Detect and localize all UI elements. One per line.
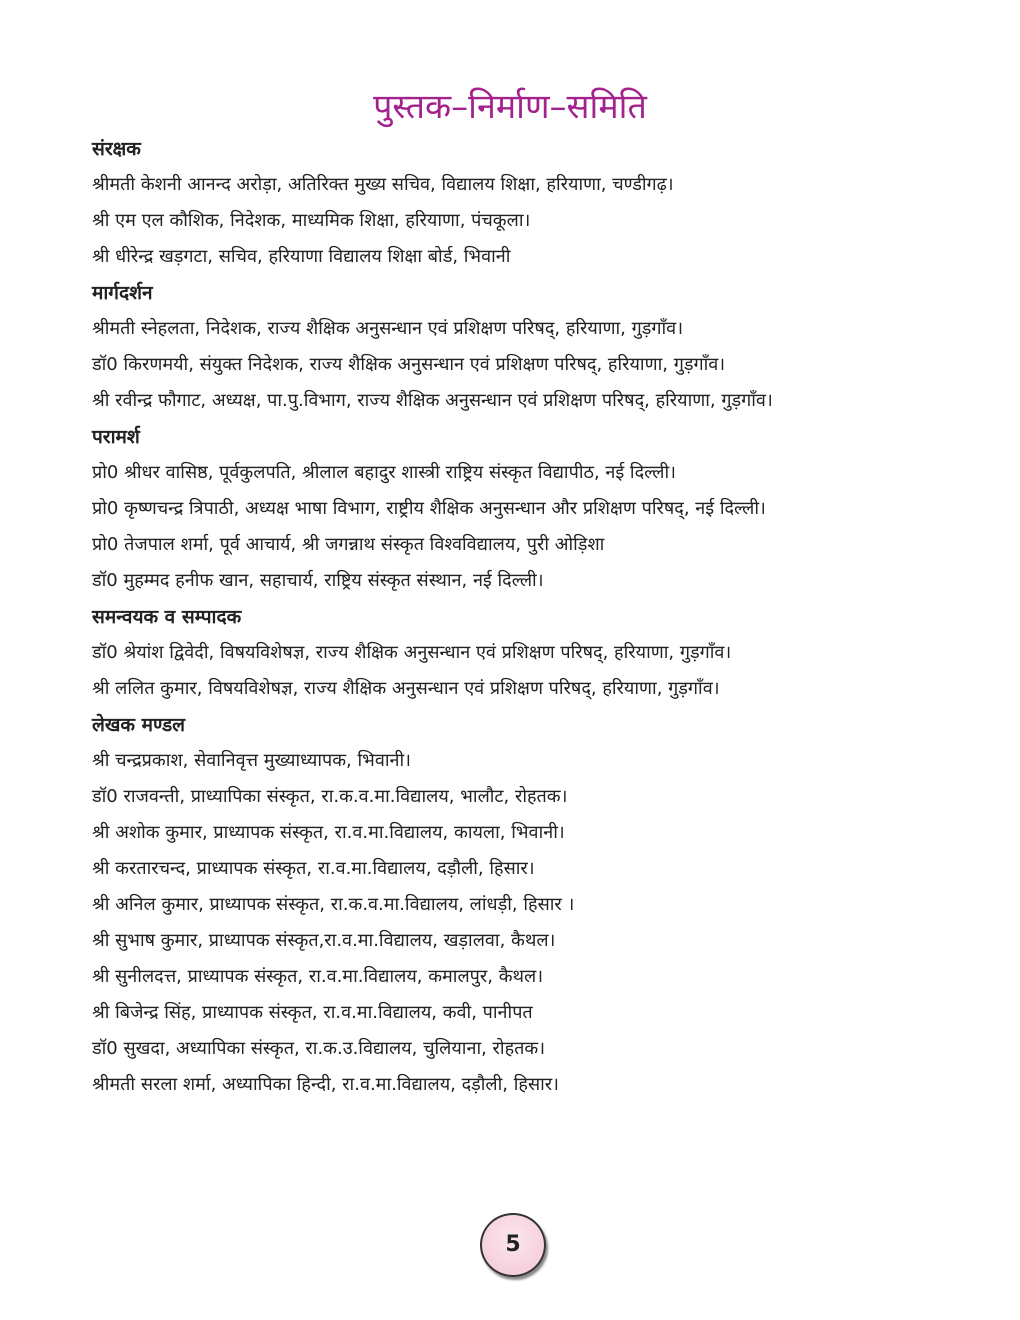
member-entry: श्री एम एल कौशिक, निदेशक, माध्यमिक शिक्षा, हरियाणा, पंचकूला। — [92, 210, 531, 231]
page-title: पुस्तक–निर्माण–समिति — [373, 87, 647, 127]
section-heading: परामर्श — [92, 426, 140, 448]
member-entry: श्री ललित कुमार, विषयविशेषज्ञ, राज्य शैक्षिक अनुसन्धान एवं प्रशिक्षण परिषद्, हरियाणा, गुड़गाँव। — [92, 678, 720, 699]
member-entry: श्री बिजेन्द्र सिंह, प्राध्यापक संस्कृत, रा.व.मा.विद्यालय, कवी, पानीपत — [92, 1002, 533, 1023]
member-entry: श्री अनिल कुमार, प्राध्यापक संस्कृत, रा.क.व.मा.विद्यालय, लांधड़ी, हिसार । — [92, 894, 575, 915]
committee-list — [92, 131, 992, 1103]
page-number-badge: 5 — [480, 1213, 546, 1277]
member-entry: श्री करतारचन्द, प्राध्यापक संस्कृत, रा.व.मा.विद्यालय, दड़ौली, हिसार। — [92, 858, 535, 879]
member-entry: श्रीमती स्नेहलता, निदेशक, राज्य शैक्षिक अनुसन्धान एवं प्रशिक्षण परिषद्, हरियाणा, गुड़गाँव। — [92, 318, 684, 339]
member-entry: प्रो0 कृष्णचन्द्र त्रिपाठी, अध्यक्ष भाषा विभाग, राष्ट्रीय शैक्षिक अनुसन्धान और प्रशिक्षण परिषद्, नई दिल्ली। — [92, 498, 766, 519]
section-heading: संरक्षक — [92, 138, 141, 160]
member-entry: डॉ0 श्रेयांश द्विवेदी, विषयविशेषज्ञ, राज्य शैक्षिक अनुसन्धान एवं प्रशिक्षण परिषद्, हरियाणा, गुड़गाँव। — [92, 642, 732, 663]
member-entry: श्री सुनीलदत्त, प्राध्यापक संस्कृत, रा.व.मा.विद्यालय, कमालपुर, कैथल। — [92, 966, 544, 987]
member-entry: श्रीमती केशनी आनन्द अरोड़ा, अतिरिक्त मुख्य सचिव, विद्यालय शिक्षा, हरियाणा, चण्डीगढ़। — [92, 174, 674, 195]
member-entry: प्रो0 श्रीधर वासिष्ठ, पूर्वकुलपति, श्रीलाल बहादुर शास्त्री राष्ट्रिय संस्कृत विद्यापीठ, नई दिल्ली। — [92, 462, 676, 483]
section-heading: मार्गदर्शन — [92, 282, 153, 304]
section-heading: समन्वयक व सम्पादक — [92, 606, 242, 628]
member-entry: श्री रवीन्द्र फौगाट, अध्यक्ष, पा.पु.विभाग, राज्य शैक्षिक अनुसन्धान एवं प्रशिक्षण परिषद्, हरियाणा, गुड़गाँव। — [92, 390, 773, 411]
section-heading: लेखक मण्डल — [92, 714, 186, 736]
member-entry: श्रीमती सरला शर्मा, अध्यापिका हिन्दी, रा.व.मा.विद्यालय, दड़ौली, हिसार। — [92, 1074, 559, 1095]
member-entry: श्री अशोक कुमार, प्राध्यापक संस्कृत, रा.व.मा.विद्यालय, कायला, भिवानी। — [92, 822, 565, 843]
member-entry: श्री सुभाष कुमार, प्राध्यापक संस्कृत,रा.व.मा.विद्यालय, खड़ालवा, कैथल। — [92, 930, 556, 951]
member-entry: डॉ0 राजवन्ती, प्राध्यापिका संस्कृत, रा.क.व.मा.विद्यालय, भालौट, रोहतक। — [92, 786, 568, 807]
member-entry: प्रो0 तेजपाल शर्मा, पूर्व आचार्य, श्री जगन्नाथ संस्कृत विश्वविद्यालय, पुरी ओड़िशा — [92, 534, 605, 555]
member-entry: डॉ0 मुहम्मद हनीफ खान, सहाचार्य, राष्ट्रिय संस्कृत संस्थान, नई दिल्ली। — [92, 570, 544, 591]
member-entry: श्री धीरेन्द्र खड़गटा, सचिव, हरियाणा विद्यालय शिक्षा बोर्ड, भिवानी — [92, 246, 511, 267]
member-entry: डॉ0 सुखदा, अध्यापिका संस्कृत, रा.क.उ.विद्यालय, चुलियाना, रोहतक। — [92, 1038, 546, 1059]
member-entry: श्री चन्द्रप्रकाश, सेवानिवृत्त मुख्याध्यापक, भिवानी। — [92, 750, 411, 771]
member-entry: डॉ0 किरणमयी, संयुक्त निदेशक, राज्य शैक्षिक अनुसन्धान एवं प्रशिक्षण परिषद्, हरियाणा, गुड़गाँव। — [92, 354, 726, 375]
